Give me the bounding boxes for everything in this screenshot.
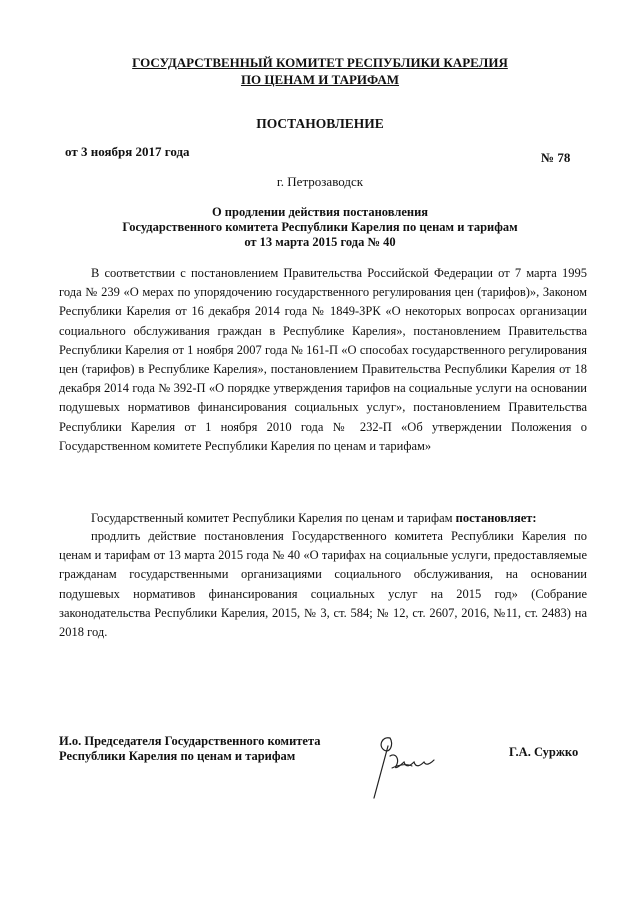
body-paragraph-3 — [59, 527, 587, 642]
signatory-name: Г.А. Суржко — [509, 745, 579, 759]
document-title — [0, 205, 640, 250]
paragraph-text: В соответствии с постановлением Правительства Российской Федерации от 7 марта 1995 года № 239 «О мерах по упорядочению государственного регулирования цен (тарифов)», Законом Республики Карелия от 16 декабря 2014 года № 1849-ЗРК «О некоторых вопросах организации социального обслуживания граждан в Республике Карелия», постановлением Правительства Республики Карелия от 1 ноября 2007 года № 161-П «О способах государственного регулирования цен (тарифов) в Республике Карелия», постановлением Правительства Республики Карелия от 18 декабря 2014 года № 392-П «О порядке утверждения тарифов на социальные услуги на основании подушевых нормативов финансирования социальных услуг», постановлением Правительства Республики Карелия от 1 ноября 2010 года № 232-П «Об утверждении Положения о Государственном комитете Республики Карелия по ценам и тарифам» — [59, 266, 587, 453]
title-line-1: О продлении действия постановления — [211, 205, 429, 219]
body-paragraph-2 — [59, 509, 587, 528]
title-line-2: Государственного комитета Республики Карелия по ценам и тарифам — [122, 220, 518, 234]
document-number: № 78 — [541, 150, 571, 165]
resolution-verb: постановляет: — [455, 511, 537, 525]
document-date: от 3 ноября 2017 года — [65, 144, 190, 159]
signatory-title-line-1: И.о. Председателя Государственного комитета — [59, 734, 321, 748]
document-city: г. Петрозаводск — [276, 174, 364, 189]
document-type: ПОСТАНОВЛЕНИЕ — [256, 116, 384, 131]
title-line-3: от 13 марта 2015 года № 40 — [244, 235, 396, 249]
handwritten-signature — [360, 716, 460, 806]
paragraph-text — [59, 509, 587, 528]
signatory-title-line-2: Республики Карелия по ценам и тарифам — [59, 749, 296, 763]
paragraph-text: продлить действие постановления Государственного комитета Республики Карелия по ценам и тарифам от 13 марта 2015 года № 40 «О тарифах на социальные услуги, предоставляемые гражданам государственными организациями социального обслуживания, на основании подушевых нормативов финансирования социальных услуг на 2015 год» (Собрание законодательства Республики Карелия, 2015, № 3, ст. 584; № 12, ст. 2607, 2016, №11, ст. 2483) на 2018 год. — [59, 529, 587, 640]
signatory-title — [59, 734, 321, 764]
header-line-1: ГОСУДАРСТВЕННЫЙ КОМИТЕТ РЕСПУБЛИКИ КАРЕЛИЯ — [132, 55, 508, 70]
body-paragraph-1 — [59, 264, 587, 456]
header-line-2: ПО ЦЕНАМ И ТАРИФАМ — [240, 72, 400, 87]
resolution-lead-text: Государственный комитет Республики Карелия по ценам и тарифам — [91, 511, 456, 525]
